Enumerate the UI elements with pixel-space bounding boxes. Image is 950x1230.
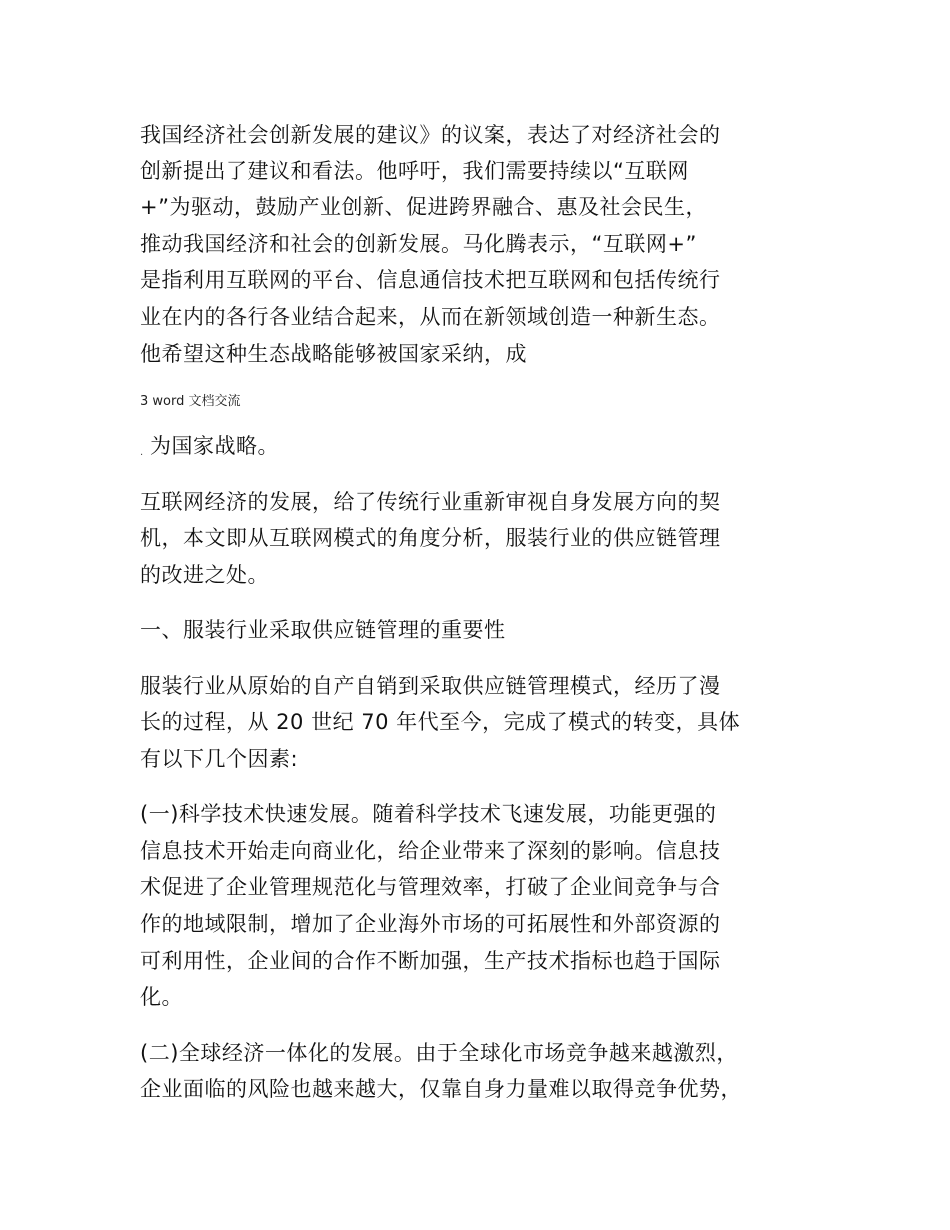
text-line: 化。 bbox=[140, 985, 183, 1009]
text-line: 机，本文即从互联网模式的角度分析，服装行业的供应链管理 bbox=[140, 526, 721, 550]
text-line: 术促进了企业管理规范化与管理效率，打破了企业间竞争与合 bbox=[140, 875, 721, 899]
text-line: (一)科学技术快速发展。随着科学技术飞速发展，功能更强的 bbox=[140, 802, 717, 826]
text-line: 有以下几个因素: bbox=[140, 747, 299, 771]
text-line: 我国经济社会创新发展的建议》的议案，表达了对经济社会的 bbox=[140, 123, 721, 147]
text-line: 他希望这种生态战略能够被国家采纳，成 bbox=[140, 342, 527, 366]
text-line: 的改进之处。 bbox=[140, 563, 269, 587]
stray-mark: . bbox=[140, 447, 144, 458]
page-footer: 3 word 文档交流 bbox=[140, 394, 241, 409]
text-line: (二)全球经济一体化的发展。由于全球化市场竞争越来越激烈， bbox=[140, 1041, 738, 1065]
text-line: 作的地域限制，增加了企业海外市场的可拓展性和外部资源的 bbox=[140, 912, 721, 936]
text-line: 长的过程，从 20 世纪 70 年代至今，完成了模式的转变，具体 bbox=[140, 710, 741, 734]
text-line: +”为驱动，鼓励产业创新、促进跨界融合、惠及社会民生， bbox=[140, 195, 707, 219]
text-line: 互联网经济的发展，给了传统行业重新审视自身发展方向的契 bbox=[140, 490, 721, 514]
section-heading: 一、服装行业采取供应链管理的重要性 bbox=[140, 618, 506, 642]
text-line: 是指利用互联网的平台、信息通信技术把互联网和包括传统行 bbox=[140, 268, 721, 292]
text-line: 创新提出了建议和看法。他呼吁，我们需要持续以“互联网 bbox=[140, 159, 689, 183]
text-line: 信息技术开始走向商业化，给企业带来了深刻的影响。信息技 bbox=[140, 839, 721, 863]
text-line: 企业面临的风险也越来越大，仅靠自身力量难以取得竞争优势， bbox=[140, 1077, 742, 1101]
text-line: 业在内的各行各业结合起来，从而在新领域创造一种新生态。 bbox=[140, 305, 721, 329]
text-line: 可利用性，企业间的合作不断加强，生产技术指标也趋于国际 bbox=[140, 949, 721, 973]
text-line: 推动我国经济和社会的创新发展。马化腾表示，“互联网+” bbox=[140, 232, 697, 256]
text-line: 服装行业从原始的自产自销到采取供应链管理模式，经历了漫 bbox=[140, 674, 721, 698]
text-line: 为国家战略。 bbox=[150, 434, 279, 458]
